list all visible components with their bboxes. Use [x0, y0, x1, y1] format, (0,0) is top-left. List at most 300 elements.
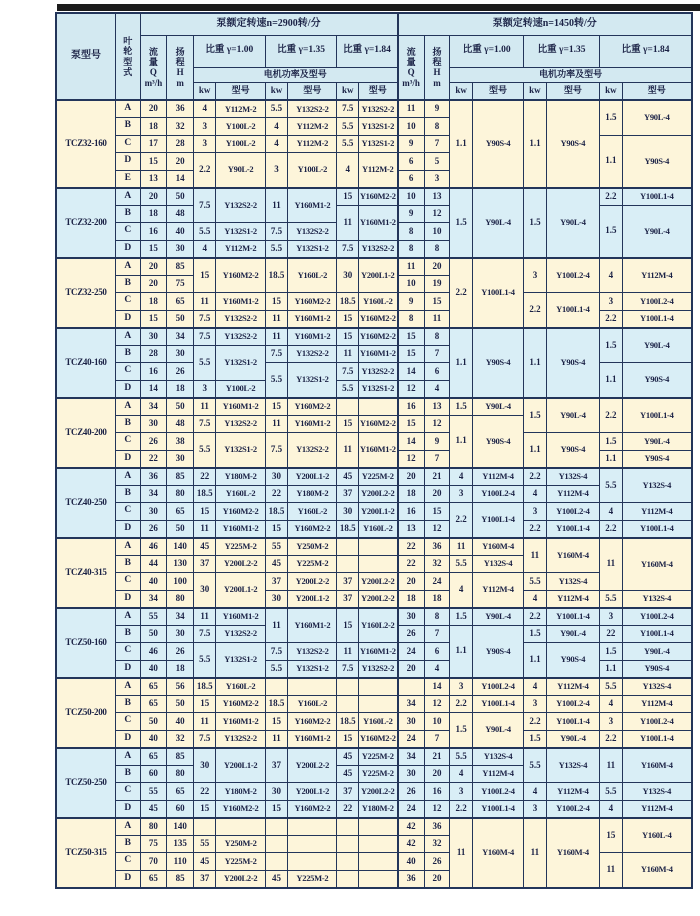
- spec-cell: 55: [140, 783, 167, 801]
- spec-cell: 34: [167, 328, 194, 346]
- kw-header: kw: [450, 82, 473, 100]
- spec-cell: [193, 818, 216, 836]
- flow-header-1450: 流 量 Q m³/h: [398, 35, 425, 100]
- spec-cell: 18: [140, 293, 167, 311]
- spec-cell: 65: [140, 678, 167, 696]
- spec-cell: Y132S-4: [622, 678, 692, 696]
- pump-model-header: 泵型号: [56, 13, 115, 100]
- spec-cell: Y160M1-2: [359, 205, 398, 240]
- spec-cell: 15: [140, 240, 167, 258]
- spec-cell: 5.5: [265, 660, 288, 678]
- spec-cell: 9: [398, 135, 425, 153]
- spec-cell: 30: [167, 625, 194, 643]
- impeller-type-cell: B: [115, 415, 140, 433]
- spec-cell: 34: [398, 695, 425, 713]
- spec-cell: Y112M-2: [288, 135, 337, 153]
- spec-cell: 37: [337, 485, 359, 503]
- spec-cell: 11: [193, 520, 216, 538]
- spec-cell: 15: [265, 398, 288, 416]
- spec-cell: 2.2: [524, 468, 547, 486]
- spec-cell: 5.5: [600, 783, 623, 801]
- spec-cell: [359, 538, 398, 556]
- spec-cell: Y112M-4: [546, 783, 599, 801]
- kw-header: kw: [193, 82, 216, 100]
- spec-cell: 20: [167, 153, 194, 171]
- spec-cell: 2.2: [600, 310, 623, 328]
- spec-cell: 7.5: [265, 433, 288, 468]
- spec-cell: 9: [424, 100, 450, 118]
- spec-cell: Y90L-4: [472, 188, 523, 258]
- spec-cell: Y90S-4: [622, 660, 692, 678]
- pump-model-cell: TCZ40-315: [56, 538, 115, 608]
- spec-cell: 4: [600, 258, 623, 293]
- spec-cell: Y90L-4: [622, 433, 692, 451]
- spec-cell: 1.1: [524, 643, 547, 678]
- spec-cell: 56: [167, 678, 194, 696]
- spec-cell: 22: [398, 538, 425, 556]
- spec-cell: Y200L2-2: [359, 573, 398, 591]
- spec-cell: Y132S1-2: [216, 223, 265, 241]
- spec-cell: 15: [193, 258, 216, 293]
- pump-spec-sheet: [55, 12, 693, 889]
- spec-cell: [337, 818, 359, 836]
- spec-cell: 65: [167, 293, 194, 311]
- spec-cell: Y112M-4: [472, 468, 523, 486]
- spec-cell: Y132S2-2: [216, 415, 265, 433]
- spec-cell: Y90L-4: [472, 713, 523, 748]
- spec-cell: Y132S2-2: [216, 625, 265, 643]
- table-row: [56, 608, 692, 626]
- sg-135-header-2900: 比重 γ=1.35: [265, 35, 337, 67]
- spec-cell: Y160M1-2: [216, 713, 265, 731]
- spec-cell: 7.5: [337, 240, 359, 258]
- spec-cell: 15: [265, 520, 288, 538]
- spec-cell: Y112M-4: [622, 503, 692, 521]
- spec-cell: Y90L-4: [622, 328, 692, 363]
- impeller-type-cell: A: [115, 100, 140, 118]
- spec-cell: 11: [337, 643, 359, 661]
- spec-cell: 8: [424, 608, 450, 626]
- spec-cell: 11: [450, 818, 473, 888]
- spec-cell: 17: [140, 135, 167, 153]
- spec-cell: 4: [265, 118, 288, 136]
- spec-cell: Y160L-2: [288, 258, 337, 293]
- spec-cell: 20: [140, 188, 167, 206]
- spec-cell: Y100L1-4: [472, 800, 523, 818]
- pump-spec-table: [55, 12, 693, 889]
- spec-cell: 14: [424, 678, 450, 696]
- spec-cell: 1.5: [450, 713, 473, 748]
- spec-cell: 3: [450, 485, 473, 503]
- sg-100-header-2900: 比重 γ=1.00: [193, 35, 265, 67]
- spec-cell: Y132S1-2: [216, 433, 265, 468]
- spec-cell: 14: [398, 433, 425, 451]
- impeller-type-cell: B: [115, 835, 140, 853]
- pump-model-cell: TCZ40-250: [56, 468, 115, 538]
- spec-cell: 140: [167, 818, 194, 836]
- spec-cell: 4: [524, 485, 547, 503]
- spec-cell: 4: [424, 660, 450, 678]
- spec-cell: 40: [140, 730, 167, 748]
- spec-cell: 5.5: [193, 345, 216, 380]
- impeller-type-cell: A: [115, 328, 140, 346]
- spec-cell: 10: [424, 223, 450, 241]
- spec-cell: Y132S-4: [546, 748, 599, 783]
- pump-model-cell: TCZ50-200: [56, 678, 115, 748]
- impeller-type-cell: B: [115, 765, 140, 783]
- spec-cell: 2.2: [193, 153, 216, 188]
- spec-cell: 26: [167, 363, 194, 381]
- spec-cell: 16: [398, 398, 425, 416]
- impeller-type-cell: D: [115, 660, 140, 678]
- kw-header: kw: [265, 82, 288, 100]
- pump-model-cell: TCZ32-200: [56, 188, 115, 258]
- spec-cell: 15: [398, 415, 425, 433]
- spec-cell: Y132S-4: [472, 555, 523, 573]
- spec-cell: Y90L-4: [546, 398, 599, 433]
- spec-cell: 7: [424, 135, 450, 153]
- spec-cell: 18: [167, 380, 194, 398]
- spec-cell: 30: [140, 503, 167, 521]
- spec-cell: 16: [398, 503, 425, 521]
- spec-cell: 46: [140, 643, 167, 661]
- spec-cell: 9: [398, 293, 425, 311]
- spec-cell: 18.5: [337, 293, 359, 311]
- impeller-type-cell: A: [115, 188, 140, 206]
- top-scan-bar: [57, 4, 700, 11]
- spec-cell: 85: [167, 258, 194, 276]
- spec-cell: 80: [167, 485, 194, 503]
- pump-model-cell: TCZ50-315: [56, 818, 115, 888]
- spec-cell: Y100L2-4: [546, 258, 599, 293]
- spec-cell: 4: [450, 765, 473, 783]
- spec-cell: Y160L-2: [359, 713, 398, 731]
- kw-header: kw: [524, 82, 547, 100]
- spec-cell: 50: [167, 695, 194, 713]
- spec-cell: 22: [265, 485, 288, 503]
- spec-cell: 19: [424, 275, 450, 293]
- spec-cell: Y200L2-2: [359, 783, 398, 801]
- spec-cell: Y112M-2: [216, 240, 265, 258]
- spec-cell: 30: [265, 468, 288, 486]
- spec-cell: 20: [424, 765, 450, 783]
- spec-cell: 18.5: [337, 520, 359, 538]
- spec-cell: 28: [140, 345, 167, 363]
- spec-cell: 5.5: [600, 678, 623, 696]
- spec-cell: 24: [424, 573, 450, 591]
- pump-group-TCZ32-200: [56, 188, 692, 258]
- spec-cell: 65: [167, 783, 194, 801]
- spec-cell: [359, 678, 398, 696]
- impeller-type-cell: A: [115, 678, 140, 696]
- impeller-type-cell: A: [115, 818, 140, 836]
- speed-1450-header: 泵额定转速n=1450转/分: [398, 13, 692, 35]
- spec-cell: [265, 678, 288, 696]
- spec-cell: Y225M-2: [216, 853, 265, 871]
- table-row: [56, 678, 692, 696]
- spec-cell: Y90S-4: [472, 100, 523, 188]
- spec-cell: Y160M2-2: [359, 730, 398, 748]
- spec-cell: 5.5: [265, 363, 288, 398]
- spec-cell: 5.5: [193, 223, 216, 241]
- spec-cell: 24: [398, 800, 425, 818]
- spec-cell: Y100L-2: [288, 153, 337, 188]
- spec-cell: 1.1: [450, 625, 473, 678]
- spec-cell: Y90S-4: [546, 100, 599, 188]
- spec-cell: 36: [167, 100, 194, 118]
- spec-cell: 1.5: [524, 730, 547, 748]
- spec-cell: Y160L-2: [216, 678, 265, 696]
- spec-cell: 4: [450, 573, 473, 608]
- spec-cell: 12: [424, 205, 450, 223]
- spec-cell: [288, 818, 337, 836]
- spec-cell: Y160M2-2: [288, 800, 337, 818]
- spec-cell: 2.2: [524, 713, 547, 731]
- spec-cell: 1.1: [600, 135, 623, 188]
- spec-cell: Y100L2-4: [622, 293, 692, 311]
- spec-cell: 12: [398, 380, 425, 398]
- spec-cell: Y112M-4: [546, 678, 599, 696]
- spec-cell: 7.5: [265, 223, 288, 241]
- spec-cell: 4: [337, 153, 359, 188]
- pump-model-cell: TCZ50-250: [56, 748, 115, 818]
- spec-cell: Y132S2-2: [359, 660, 398, 678]
- spec-cell: Y160M2-2: [288, 398, 337, 416]
- spec-cell: 15: [600, 818, 623, 853]
- spec-cell: 8: [398, 223, 425, 241]
- spec-cell: 1.1: [600, 363, 623, 398]
- spec-cell: Y100L1-4: [622, 188, 692, 206]
- spec-cell: Y160L-2: [288, 503, 337, 521]
- spec-cell: 18: [398, 590, 425, 608]
- spec-cell: Y132S1-2: [216, 345, 265, 380]
- spec-cell: Y90S-4: [472, 328, 523, 398]
- spec-cell: Y132S1-2: [359, 135, 398, 153]
- spec-cell: 30: [337, 503, 359, 521]
- spec-cell: 100: [167, 573, 194, 591]
- spec-cell: 12: [398, 450, 425, 468]
- spec-cell: 10: [424, 713, 450, 731]
- spec-cell: Y200L1-2: [216, 573, 265, 608]
- spec-cell: Y160L-2: [359, 520, 398, 538]
- spec-cell: 3: [193, 118, 216, 136]
- impeller-type-cell: C: [115, 433, 140, 451]
- spec-cell: 11: [265, 415, 288, 433]
- spec-cell: 1.5: [450, 398, 473, 416]
- spec-cell: Y112M-2: [216, 100, 265, 118]
- spec-cell: 37: [337, 783, 359, 801]
- spec-cell: 40: [140, 660, 167, 678]
- spec-cell: 55: [140, 608, 167, 626]
- spec-cell: 12: [424, 800, 450, 818]
- spec-cell: 18.5: [265, 695, 288, 713]
- spec-cell: 50: [167, 398, 194, 416]
- spec-cell: Y112M-4: [622, 800, 692, 818]
- spec-cell: Y200L1-2: [288, 590, 337, 608]
- spec-cell: Y160M-4: [472, 538, 523, 556]
- spec-cell: 15: [265, 713, 288, 731]
- spec-cell: Y90L-4: [546, 625, 599, 643]
- spec-cell: 3: [600, 608, 623, 626]
- spec-cell: 5.5: [337, 380, 359, 398]
- spec-cell: Y160M2-2: [359, 188, 398, 206]
- spec-cell: Y90L-4: [546, 188, 599, 258]
- spec-cell: 20: [424, 870, 450, 888]
- spec-cell: 18.5: [265, 503, 288, 521]
- spec-cell: 22: [337, 800, 359, 818]
- spec-cell: Y160L-2: [359, 293, 398, 311]
- spec-cell: 15: [337, 608, 359, 643]
- spec-cell: 18: [167, 660, 194, 678]
- spec-cell: 21: [424, 748, 450, 766]
- spec-cell: 5.5: [265, 240, 288, 258]
- pump-group-TCZ32-160: [56, 100, 692, 188]
- table-row: [56, 398, 692, 416]
- spec-cell: Y160M-4: [546, 538, 599, 573]
- spec-cell: Y132S-4: [472, 748, 523, 766]
- impeller-type-cell: C: [115, 293, 140, 311]
- spec-cell: 30: [140, 415, 167, 433]
- spec-cell: 10: [398, 188, 425, 206]
- spec-cell: 11: [398, 258, 425, 276]
- spec-cell: 7: [424, 345, 450, 363]
- kw-header: kw: [600, 82, 623, 100]
- spec-cell: Y112M-4: [622, 695, 692, 713]
- table-row: [56, 328, 692, 346]
- spec-cell: 75: [167, 275, 194, 293]
- spec-cell: 37: [265, 573, 288, 591]
- impeller-type-cell: D: [115, 800, 140, 818]
- spec-cell: Y160M2-2: [288, 293, 337, 311]
- impeller-type-cell: C: [115, 783, 140, 801]
- spec-cell: Y200L2-2: [216, 870, 265, 888]
- spec-cell: 4: [193, 240, 216, 258]
- spec-cell: 21: [424, 468, 450, 486]
- spec-cell: Y100L1-4: [622, 625, 692, 643]
- spec-cell: Y200L2-2: [288, 748, 337, 783]
- spec-cell: 65: [140, 870, 167, 888]
- spec-cell: Y100L1-4: [622, 730, 692, 748]
- spec-cell: Y180M-2: [359, 800, 398, 818]
- table-row: [56, 643, 692, 661]
- spec-cell: [337, 870, 359, 888]
- spec-cell: 6: [424, 643, 450, 661]
- spec-cell: 55: [193, 835, 216, 853]
- spec-cell: 85: [167, 870, 194, 888]
- spec-cell: 7.5: [193, 625, 216, 643]
- spec-cell: [216, 818, 265, 836]
- pump-group-TCZ40-200: [56, 398, 692, 468]
- spec-cell: 60: [167, 800, 194, 818]
- spec-cell: 22: [140, 450, 167, 468]
- spec-cell: 45: [265, 870, 288, 888]
- spec-cell: 37: [337, 573, 359, 591]
- impeller-type-cell: D: [115, 520, 140, 538]
- spec-cell: Y132S2-2: [288, 643, 337, 661]
- spec-cell: 26: [398, 783, 425, 801]
- spec-cell: Y160M2-2: [359, 310, 398, 328]
- table-row: [56, 573, 692, 591]
- spec-cell: 1.1: [450, 415, 473, 468]
- spec-cell: Y100L1-4: [472, 258, 523, 328]
- spec-cell: 7.5: [193, 328, 216, 346]
- spec-cell: 22: [398, 555, 425, 573]
- spec-cell: 13: [424, 188, 450, 206]
- spec-cell: Y250M-2: [216, 835, 265, 853]
- spec-cell: Y100L-2: [216, 380, 265, 398]
- spec-cell: Y225M-2: [359, 468, 398, 486]
- spec-cell: 18: [140, 205, 167, 223]
- spec-cell: Y160M1-2: [288, 328, 337, 346]
- pump-group-TCZ50-250: [56, 748, 692, 818]
- spec-cell: Y90S-4: [472, 415, 523, 468]
- impeller-type-cell: C: [115, 503, 140, 521]
- spec-cell: Y90L-2: [216, 153, 265, 188]
- spec-cell: 3: [600, 293, 623, 311]
- spec-cell: 1.5: [600, 328, 623, 363]
- impeller-type-cell: D: [115, 590, 140, 608]
- spec-cell: Y200L2-2: [359, 590, 398, 608]
- impeller-type-cell: A: [115, 748, 140, 766]
- spec-cell: 22: [193, 783, 216, 801]
- spec-cell: Y160M2-2: [288, 520, 337, 538]
- impeller-type-cell: B: [115, 345, 140, 363]
- spec-cell: Y100L1-4: [622, 398, 692, 433]
- spec-cell: Y225M-2: [288, 555, 337, 573]
- spec-cell: 45: [193, 853, 216, 871]
- spec-cell: 15: [337, 188, 359, 206]
- spec-cell: 8: [424, 328, 450, 346]
- spec-cell: 5.5: [337, 118, 359, 136]
- spec-cell: 11: [265, 608, 288, 643]
- spec-cell: 3: [450, 783, 473, 801]
- table-row: [56, 730, 692, 748]
- spec-cell: 40: [167, 713, 194, 731]
- spec-cell: [359, 870, 398, 888]
- spec-cell: Y100L2-4: [472, 485, 523, 503]
- spec-cell: 8: [398, 310, 425, 328]
- table-row: [56, 293, 692, 311]
- spec-cell: 13: [398, 520, 425, 538]
- spec-cell: 40: [167, 223, 194, 241]
- spec-cell: Y200L2-2: [216, 555, 265, 573]
- spec-cell: 48: [167, 415, 194, 433]
- impeller-type-cell: A: [115, 258, 140, 276]
- spec-cell: 1.1: [600, 660, 623, 678]
- spec-cell: 2.2: [450, 695, 473, 713]
- spec-cell: 1.5: [524, 398, 547, 433]
- spec-cell: 7.5: [337, 100, 359, 118]
- spec-cell: 8: [424, 118, 450, 136]
- spec-cell: 15: [398, 328, 425, 346]
- spec-cell: Y160M1-2: [288, 188, 337, 223]
- spec-cell: Y160M1-2: [359, 643, 398, 661]
- spec-cell: Y90S-4: [546, 433, 599, 468]
- spec-cell: 11: [398, 100, 425, 118]
- spec-cell: Y90L-4: [622, 205, 692, 258]
- spec-cell: 30: [265, 783, 288, 801]
- spec-cell: Y100L2-4: [546, 695, 599, 713]
- spec-cell: 32: [167, 730, 194, 748]
- impeller-type-cell: A: [115, 608, 140, 626]
- spec-cell: 3: [193, 380, 216, 398]
- pump-model-cell: TCZ40-200: [56, 398, 115, 468]
- spec-cell: 20: [398, 468, 425, 486]
- spec-cell: Y90L-4: [472, 608, 523, 626]
- spec-cell: Y160M1-2: [359, 345, 398, 363]
- spec-cell: Y132S1-2: [359, 380, 398, 398]
- spec-cell: 11: [600, 748, 623, 783]
